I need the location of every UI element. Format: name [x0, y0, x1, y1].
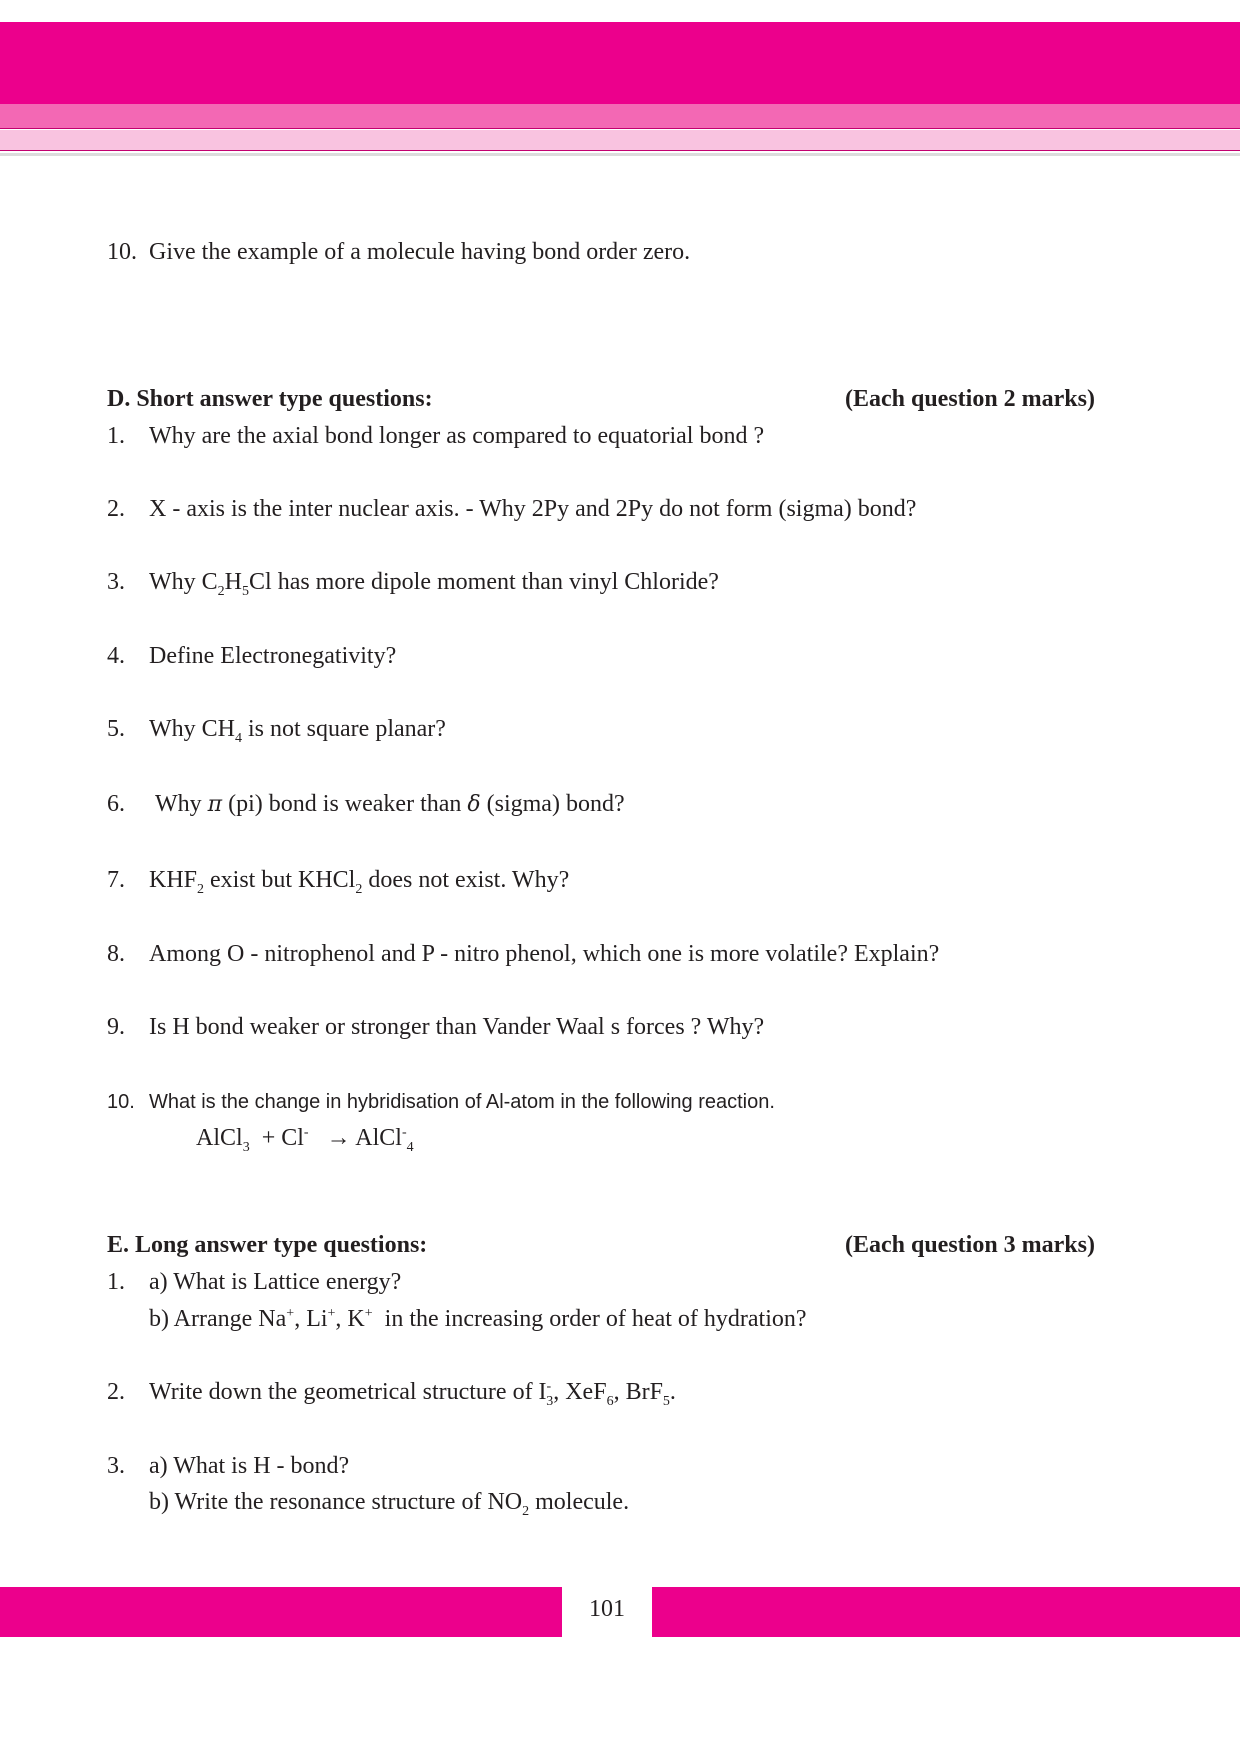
- question-text: b) Arrange Na+, Li+, K+ in the increasing order of heat of hydration?: [149, 1306, 807, 1332]
- footer-band-right: [652, 1587, 1240, 1637]
- question-number: 2.: [107, 1379, 125, 1405]
- question-number: 1.: [107, 1269, 125, 1295]
- footer-band-left: [0, 1587, 562, 1637]
- question-number: 8.: [107, 941, 125, 967]
- reaction-equation: AlCl$_3$ + Cl- → AlCl-$_4$: [196, 1125, 414, 1155]
- question-number: 7.: [107, 867, 125, 893]
- question-text: What is the change in hybridisation of Al-atom in the following reaction.: [149, 1091, 775, 1113]
- question-number: 4.: [107, 643, 125, 669]
- section-e-marks: (Each question 3 marks): [844, 1232, 1095, 1258]
- question-text: b) Write the resonance structure of $NO_2$ molecule.: [149, 1489, 630, 1519]
- question-number: 10.: [107, 239, 137, 265]
- section-e-title: E. Long answer type questions:: [107, 1232, 428, 1258]
- question-text: Why $C_2H_5Cl$ has more dipole moment than vinyl Chloride?: [149, 569, 719, 599]
- question-number: 3.: [107, 569, 125, 595]
- pi-symbol: π: [207, 792, 223, 817]
- section-d-marks: (Each question 2 marks): [844, 386, 1095, 412]
- question-text: Write down the geometrical structure of $I^-_3$, XeF$_6$, BrF$_5$.: [149, 1379, 676, 1409]
- header-band-dark: [0, 22, 1240, 104]
- question-number: 3.: [107, 1453, 125, 1479]
- header-rule: [0, 150, 1240, 151]
- question-text: Why π (pi) bond is weaker than δ (sigma) bond?: [155, 791, 625, 817]
- question-number: 5.: [107, 716, 125, 742]
- question-text: Define Electronegativity?: [149, 643, 397, 669]
- question-text: Is H bond weaker or stronger than Vander Waal s forces ? Why?: [149, 1014, 765, 1040]
- question-number: 1.: [107, 423, 125, 449]
- question-text: a) What is Lattice energy?: [149, 1269, 402, 1295]
- question-number: 10.: [107, 1091, 135, 1113]
- sigma-symbol: δ: [467, 792, 481, 817]
- section-d-title: D. Short answer type questions:: [107, 386, 433, 412]
- question-text: Among O - nitrophenol and P - nitro phenol, which one is more volatile? Explain?: [149, 941, 940, 967]
- header-band-light: [0, 130, 1240, 150]
- header-shadow-rule: [0, 153, 1240, 156]
- header-band-medium: [0, 104, 1240, 128]
- question-number: 9.: [107, 1014, 125, 1040]
- question-number: 2.: [107, 496, 125, 522]
- page-number: 101: [589, 1596, 625, 1622]
- question-text: Why $CH_4$ is not square planar?: [149, 716, 446, 746]
- question-text: $KHF_2$ exist but KHCl$_2$ does not exist. Why?: [149, 867, 570, 897]
- arrow-icon: →: [326, 1125, 351, 1151]
- question-text: X - axis is the inter nuclear axis. - Why 2Py and 2Py do not form (sigma) bond?: [149, 496, 917, 522]
- question-text: Give the example of a molecule having bond order zero.: [149, 239, 691, 265]
- question-number: 6.: [107, 791, 125, 817]
- question-text: Why are the axial bond longer as compared to equatorial bond ?: [149, 423, 765, 449]
- question-text: a) What is H - bond?: [149, 1453, 350, 1479]
- header-rule: [0, 128, 1240, 129]
